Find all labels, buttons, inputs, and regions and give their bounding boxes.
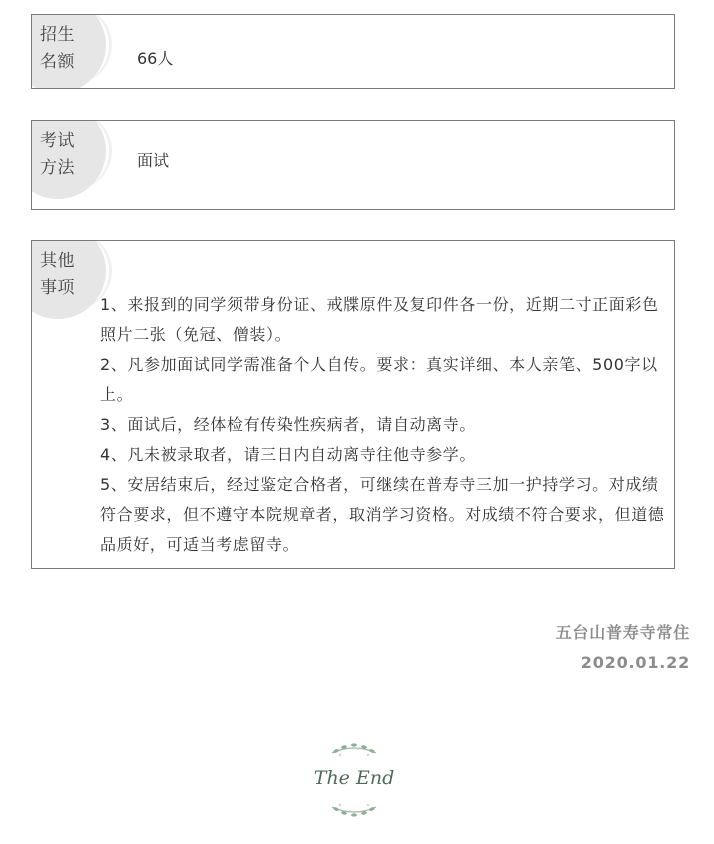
exam-method-section (31, 120, 675, 210)
enrollment-value: 66人 (137, 49, 174, 68)
exam-method-label (40, 128, 80, 182)
other-matters-section (31, 240, 675, 569)
exam-method-label-line2: 方法 (40, 158, 75, 178)
note-item: 4、凡未被录取者，请三日内自动离寺往他寺参学。 (100, 445, 476, 464)
notes-list (100, 290, 666, 560)
the-end-text: The End (313, 767, 395, 789)
the-end-badge (302, 741, 406, 819)
signature-date: 2020.01.22 (580, 653, 690, 672)
other-matters-label-line2: 事项 (40, 278, 75, 298)
other-matters-label (40, 248, 80, 302)
enrollment-section (31, 14, 675, 89)
other-matters-label-line1: 其他 (40, 251, 75, 271)
exam-method-label-line1: 考试 (40, 131, 75, 151)
note-item: 3、面试后，经体检有传染性疾病者，请自动离寺。 (100, 415, 476, 434)
signature-org: 五台山普寿寺常住 (555, 623, 690, 642)
note-item: 1、来报到的同学须带身份证、戒牒原件及复印件各一份，近期二寸正面彩色照片二张（免冠、僧装）。 (100, 295, 659, 344)
exam-method-value: 面试 (137, 151, 170, 170)
enrollment-label-line1: 招生 (40, 25, 75, 45)
note-item: 5、安居结束后，经过鉴定合格者，可继续在普寿寺三加一护持学习。对成绩符合要求，但不遵守本院规章者，取消学习资格。对成绩不符合要求，但道德品质好，可适当考虑留寺。 (100, 475, 665, 554)
enrollment-label (40, 22, 80, 76)
note-item: 2、凡参加面试同学需准备个人自传。要求：真实详细、本人亲笔、500字以上。 (100, 355, 658, 404)
enrollment-label-line2: 名额 (40, 52, 75, 72)
